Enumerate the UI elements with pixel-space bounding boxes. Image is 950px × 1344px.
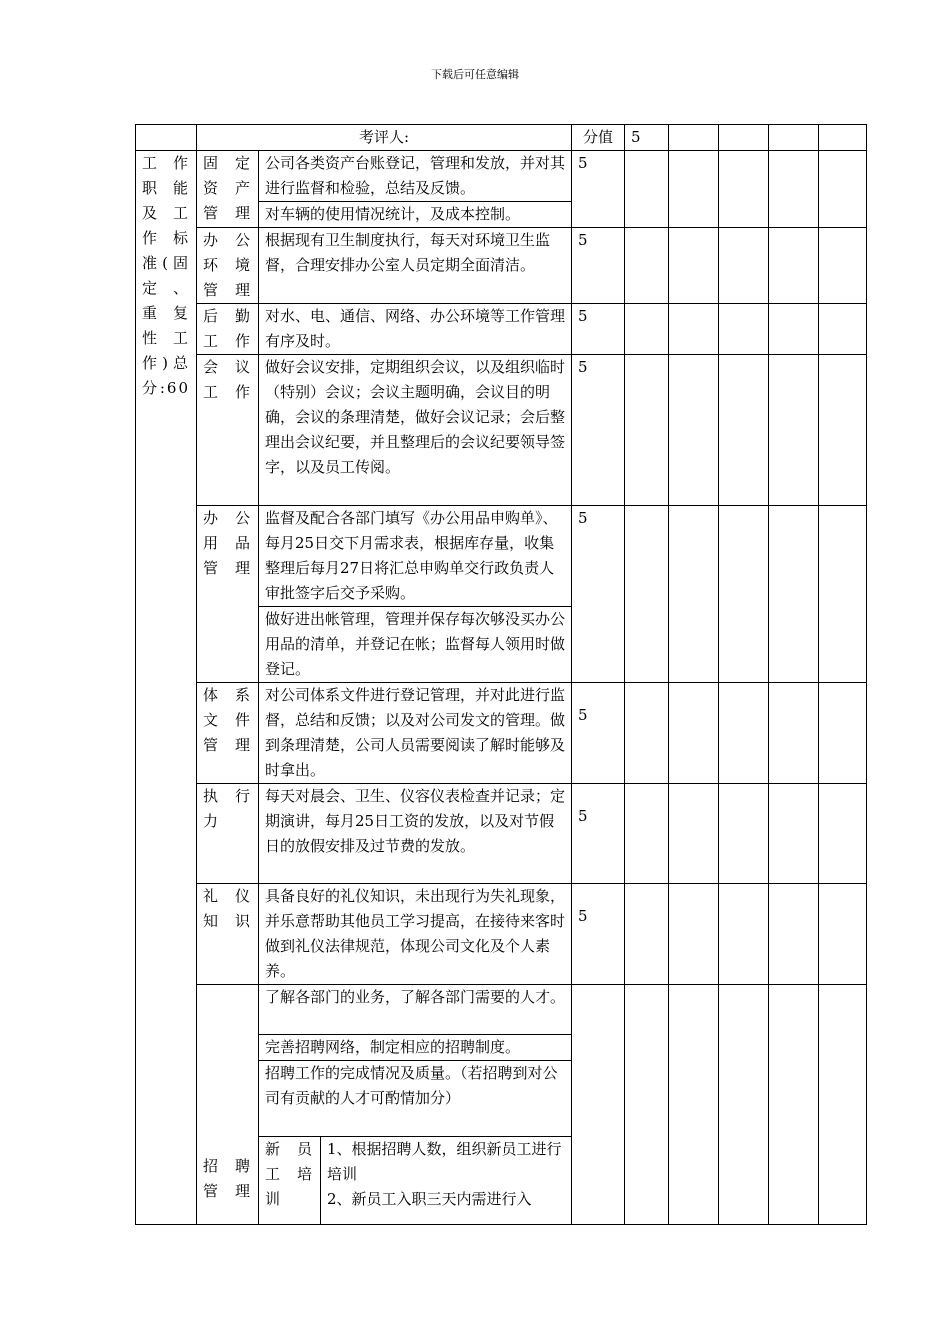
score-value: 5 — [572, 151, 625, 228]
category-etiquette: 礼仪知识 — [197, 884, 259, 985]
task-item: 完善招聘网络，制定相应的招聘制度。 — [259, 1035, 572, 1061]
reviewer-label: 考评人: — [197, 125, 572, 151]
task-item: 根据现有卫生制度执行，每天对环境卫生监督，合理安排办公室人员定期全面清洁。 — [259, 228, 572, 304]
score-value: 5 — [572, 884, 625, 985]
training-item: 1、根据招聘人数，组织新员工进行培训 — [327, 1140, 562, 1183]
header-note: 下载后可任意编辑 — [431, 68, 519, 81]
score-value: 5 — [572, 355, 625, 506]
score-label: 分值 — [572, 125, 625, 151]
category-office-supplies: 办公用品管理 — [197, 506, 259, 683]
task-item: 做好会议安排，定期组织会议，以及组织临时（特别）会议；会议主题明确，会议目的明确，会议的条理清楚，做好会议记录；会后整理出会议纪要，并且整理后的会议纪要领导签字，以及员工传阅。 — [259, 355, 572, 506]
category-office-environment: 办公环境管理 — [197, 228, 259, 304]
category-system-documents: 体系文件管理 — [197, 683, 259, 784]
score-value: 5 — [572, 784, 625, 884]
header-blank — [136, 125, 197, 151]
score-header-value: 5 — [625, 125, 669, 151]
task-item: 对公司体系文件进行登记管理，并对此进行监督，总结和反馈；以及对公司发文的管理。做到条理清楚，公司人员需要阅读了解时能够及时拿出。 — [259, 683, 572, 784]
task-item: 监督及配合各部门填写《办公用品申购单》、每月25日交下月需求表，根据库存量，收集整理后每月27日将汇总申购单交行政负责人审批签字后交予采购。 — [259, 506, 572, 607]
score-value: 5 — [572, 228, 625, 304]
task-item: 了解各部门的业务，了解各部门需要的人才。 — [259, 985, 572, 1035]
score-value: 5 — [572, 683, 625, 784]
category-fixed-assets: 固定资产管理 — [197, 151, 259, 228]
task-item: 做好进出帐管理，管理并保存每次够没买办公用品的清单，并登记在帐；监督每人领用时做登记。 — [259, 607, 572, 683]
task-item: 对车辆的使用情况统计，及成本控制。 — [259, 202, 572, 228]
evaluation-table — [135, 124, 867, 1225]
training-label: 新员工培训 — [259, 1137, 321, 1225]
score-value: 5 — [572, 506, 625, 683]
category-execution: 执行力 — [197, 784, 259, 884]
category-meetings: 会议工作 — [197, 355, 259, 506]
task-item: 招聘工作的完成情况及质量。（若招聘到对公司有贡献的人才可酌情加分） — [259, 1061, 572, 1137]
task-item: 每天对晨会、卫生、仪容仪表检查并记录；定期演讲，每月25日工资的发放，以及对节假日的放假安排及过节费的发放。 — [259, 784, 572, 884]
task-item: 对水、电、通信、网络、办公环境等工作管理有序及时。 — [259, 304, 572, 355]
training-items — [321, 1137, 572, 1225]
task-item: 具备良好的礼仪知识，未出现行为失礼现象，并乐意帮助其他员工学习提高，在接待来客时做到礼仪法律规范，体现公司文化及个人素养。 — [259, 884, 572, 985]
score-value: 5 — [572, 304, 625, 355]
category-logistics: 后勤工作 — [197, 304, 259, 355]
category-recruitment: 招聘管理 — [197, 985, 259, 1225]
task-item: 公司各类资产台账登记，管理和发放，并对其进行监督和检验，总结及反馈。 — [259, 151, 572, 202]
training-item: 2、新员工入职三天内需进行入 — [327, 1190, 532, 1208]
section-label: 工作职能及工作标准(固定、重复性工作)总分:60 — [136, 151, 197, 1225]
